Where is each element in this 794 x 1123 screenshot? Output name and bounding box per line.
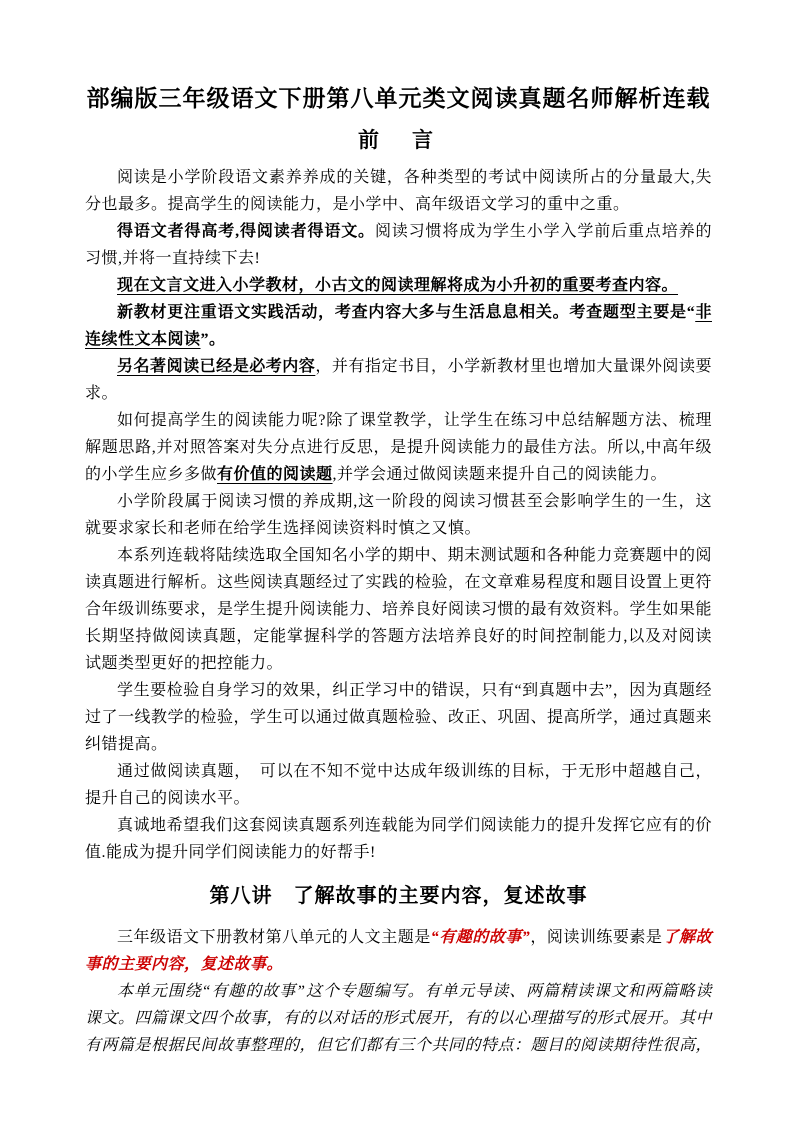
paragraph-bold-underline-text: 现在文言文进入小学教材，小古文的阅读理解将成为小升初的重要考查内容。 [117, 277, 679, 294]
preface-paragraph-10 [85, 758, 712, 812]
paragraph-bold-text: 新教材更注重语文实践活动，考查内容大多与生活息息相关。考查题型主要是“ [117, 304, 696, 321]
paragraph-text: ,并学会通过做阅读题来提升自己的阅读能力。 [332, 466, 668, 483]
preface-paragraph-6 [85, 407, 712, 488]
paragraph-text: 真诚地希望我们这套阅读真题系列连载能为同学们阅读能力的提升发挥它应有的价值.能成为提升同学们阅读能力的好帮手! [85, 817, 712, 861]
paragraph-text: 阅读习惯将成为学生小学入学前后重点培养的习惯,并将一直持续下去! [85, 223, 712, 267]
paragraph-bold-text: ”。 [200, 331, 226, 348]
preface-paragraph-7 [85, 488, 712, 542]
paragraph-text: 通过做阅读真题， 可以在不知不觉中达成年级训练的目标，于无形中超越自己，提升自己的阅读水平。 [85, 763, 712, 807]
paragraph-bold-underline-text: 另名著阅读已经是必考内容 [117, 358, 316, 375]
document-title: 部编版三年级语文下册第八单元类文阅读真题名师解析连载 [86, 86, 711, 111]
paragraph-text: ，阅读训练要素是 [530, 929, 663, 946]
preface-paragraph-2 [85, 218, 712, 272]
section-paragraph-1 [85, 924, 712, 978]
highlight-red-text: “有趣的故事” [430, 929, 531, 946]
preface-heading: 前 言 [358, 128, 439, 152]
section-paragraph-2 [85, 978, 712, 1059]
preface-paragraph-9 [85, 677, 712, 758]
paragraph-text: 阅读是小学阶段语文素养养成的关键，各种类型的考试中阅读所占的分量最大,失分也最多。提高学生的阅读能力，是小学中、高年级语文学习的重中之重。 [85, 169, 712, 213]
paragraph-text: 如何提高学生的阅读能力呢?除了课堂教学，让学生在练习中总结解题方法、梳理解题思路,并对照答案对失分点进行反思，是提升阅读能力的最佳方法。所以,中高年级的小学生应乡多做 [85, 412, 712, 483]
section-heading: 第八讲 了解故事的主要内容，复述故事 [209, 885, 588, 907]
paragraph-text: 三年级语文下册教材第八单元的人文主题是 [117, 929, 431, 946]
paragraph-text: 学生要检验自身学习的效果，纠正学习中的错误，只有“到真题中去”，因为真题经过了一线教学的检验，学生可以通过做真题检验、改正、巩固、提高所学，通过真题来纠错提高。 [85, 682, 713, 753]
paragraph-text: 本系列连载将陆续选取全国知名小学的期中、期末测试题和各种能力竞赛题中的阅读真题进行解析。这些阅读真题经过了实践的检验，在文章难易程度和题目设置上更符合年级训练要求，是学生提升阅读能力、培养良好阅读习惯的最有效资料。学生如果能长期坚持做阅读真题，定能掌握科学的答题方法培养良好的时间控制能力,以及对阅读试题类型更好的把控能力。 [85, 547, 713, 672]
document-content [85, 0, 712, 1059]
paragraph-bold-underline-text: 非连续性文本阅读 [85, 304, 712, 348]
preface-paragraph-4 [85, 299, 712, 353]
paragraph-bold-underline-text: 有价值的阅读题 [217, 466, 333, 483]
paragraph-text: 本单元围绕“有趣的故事”这个专题编写。有单元导读、两篇精读课文和两篇略读课文。四篇课文四个故事，有的以对话的形式展开，有的以心理描写的形式展开。其中有两篇是根据民间故事整理的，但它们都有三个共同的特点：题目的阅读期待性很高， [85, 983, 713, 1054]
paragraph-text: 小学阶段属于阅读习惯的养成期,这一阶段的阅读习惯甚至会影响学生的一生，这就要求家长和老师在给学生选择阅读资料时慎之又慎。 [85, 493, 712, 537]
preface-paragraph-8 [85, 542, 712, 677]
paragraph-text: ，并有指定书目，小学新教材里也增加大量课外阅读要求。 [85, 358, 712, 402]
paragraph-bold-text: 得语文者得高考,得阅读者得语文。 [117, 223, 375, 240]
preface-paragraph-1 [85, 164, 712, 218]
preface-paragraph-11 [85, 812, 712, 866]
highlight-red-text: 了解故事的主要内容，复述故事。 [85, 929, 712, 973]
preface-paragraph-5 [85, 353, 712, 407]
preface-paragraph-3 [85, 272, 712, 299]
